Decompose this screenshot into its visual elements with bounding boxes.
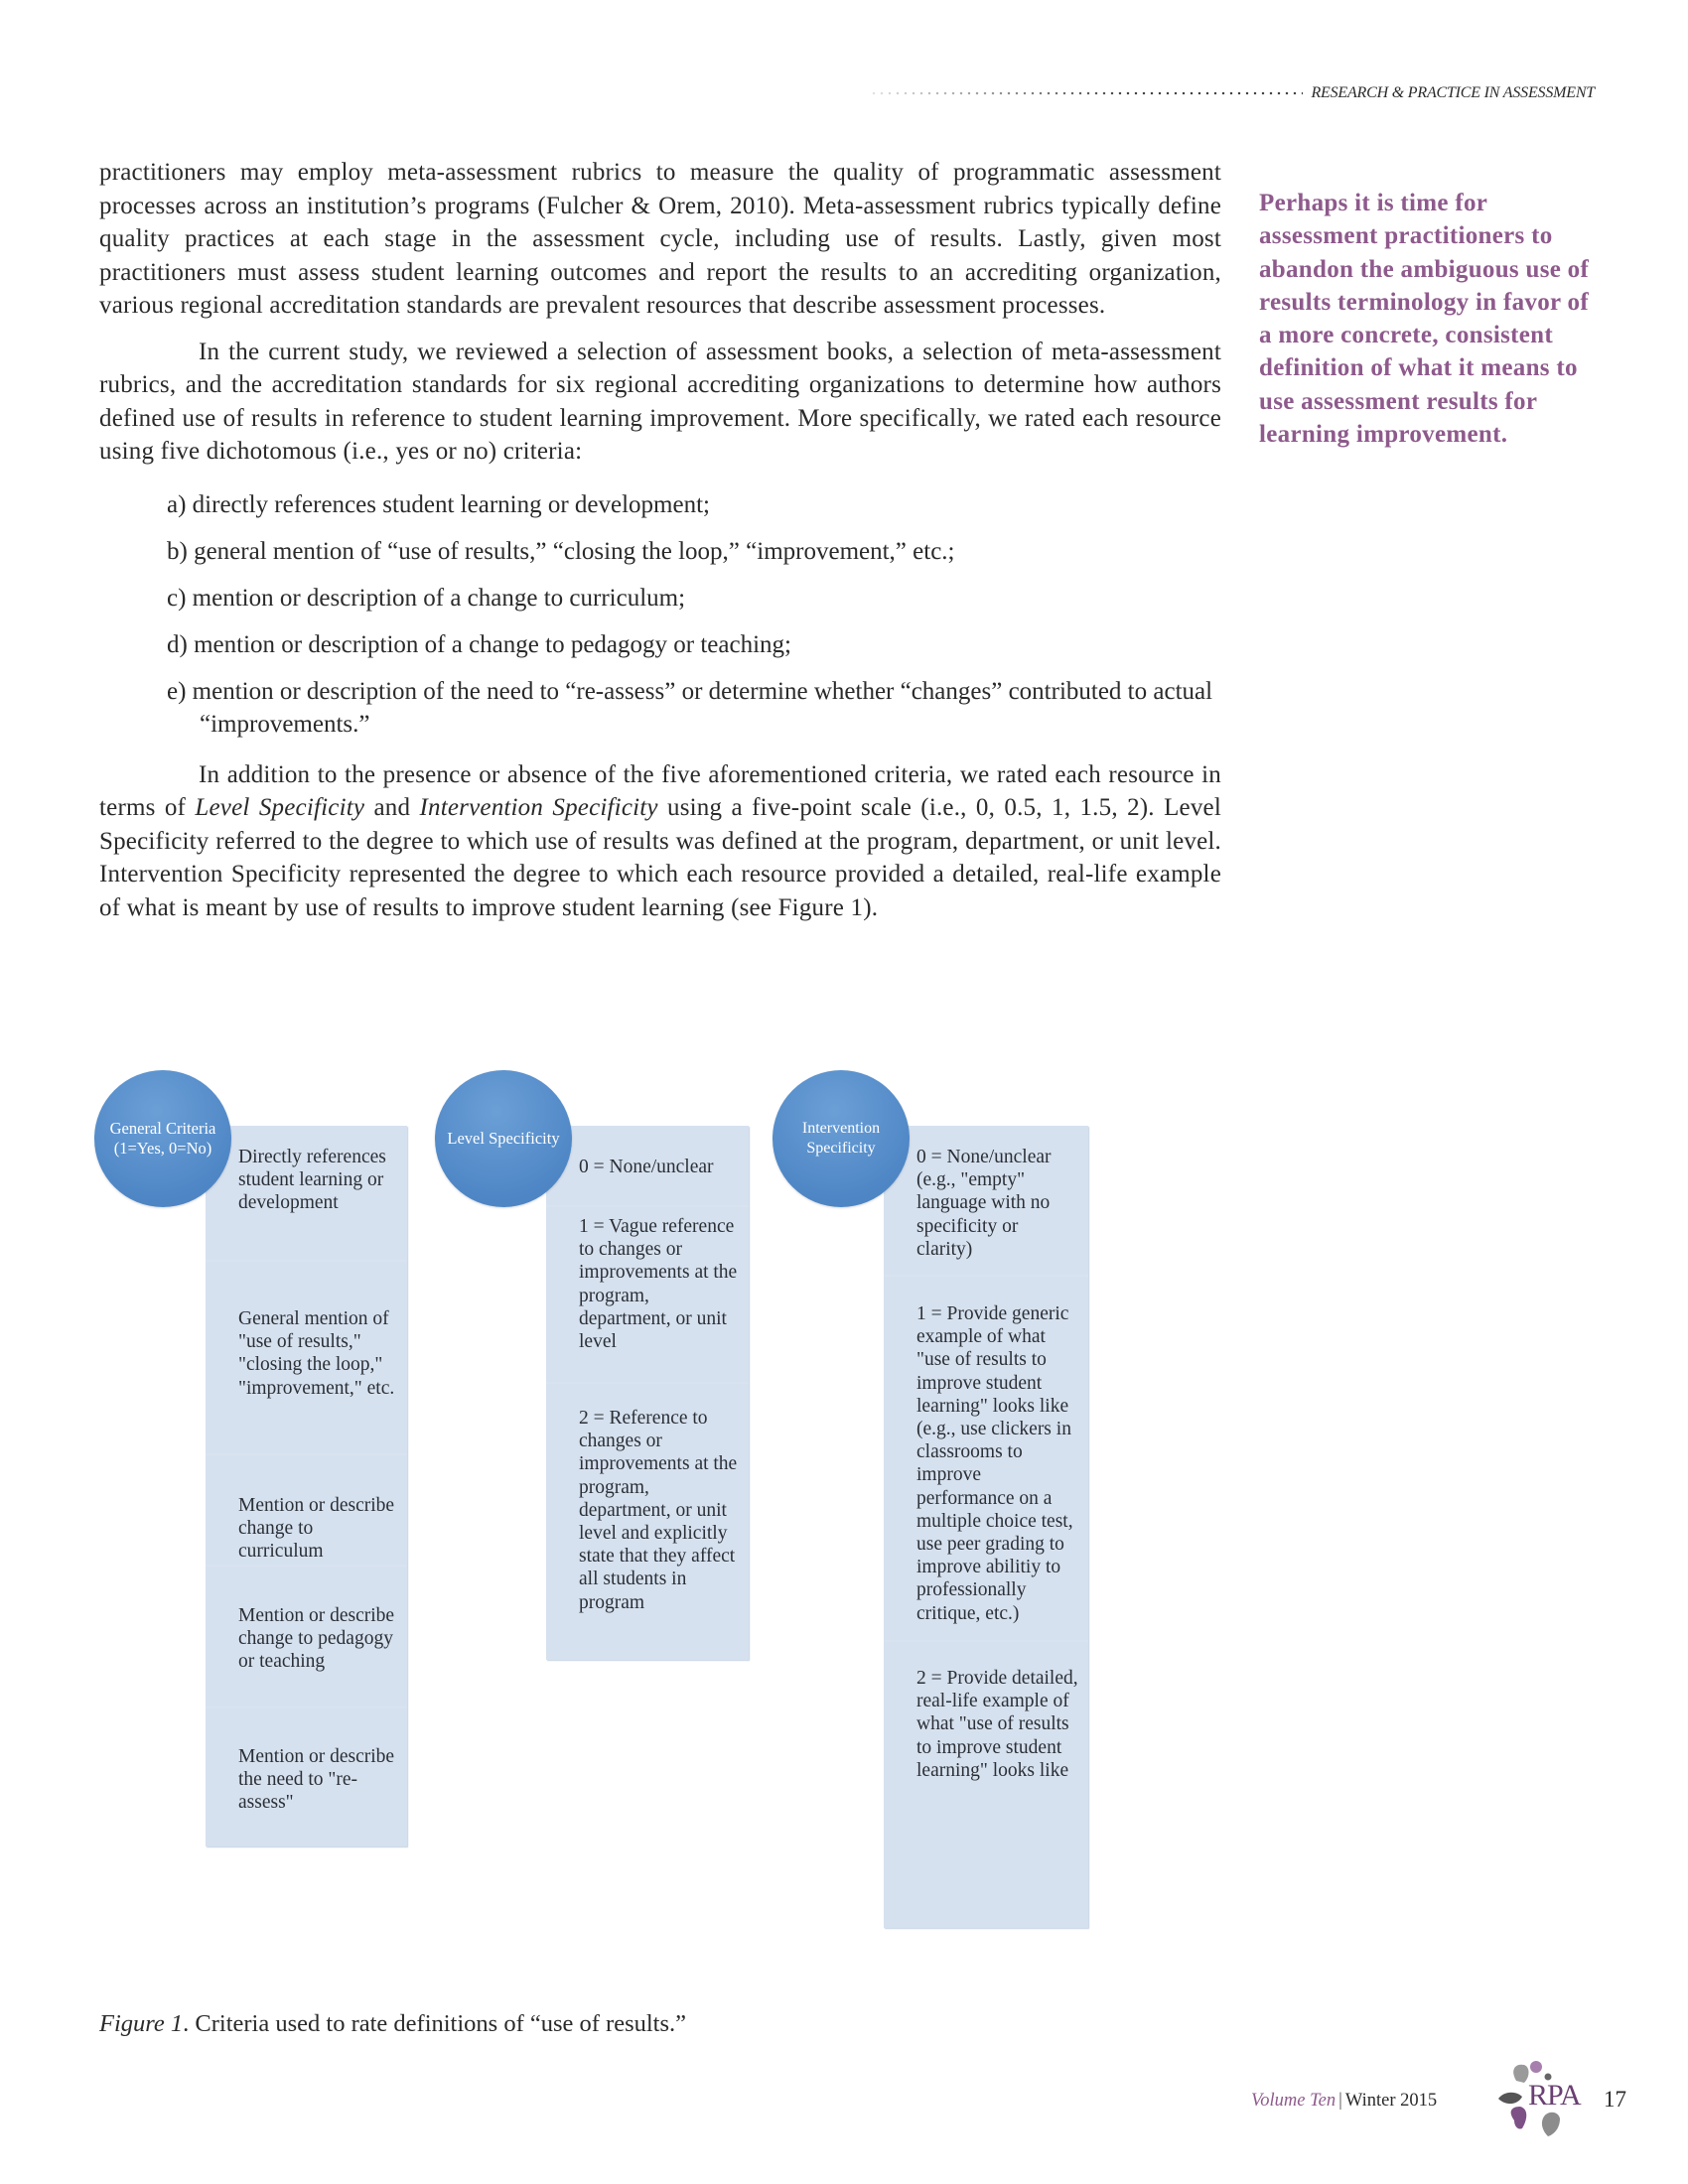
general-item-1: Directly references student learning or development [238, 1147, 386, 1214]
volume-label: Volume Ten [1251, 2091, 1336, 2111]
criteria-item-b: b) general mention of “use of results,” “closing the loop,” “improvement,” etc.; [167, 537, 955, 565]
intervention-item-2: 2 = Provide detailed, real-life example of what "use of results to improve student learning" looks like [916, 1668, 1078, 1781]
term-intervention-specificity: Intervention Specificity [419, 794, 658, 821]
body-paragraph-2: In the current study, we reviewed a selection of assessment books, a selection of meta-assessment rubrics, and the accreditation standards for six regional accrediting organizations to determine how authors defined use of results in reference to student learning improvement. More specifically, we rated each resource using five dichotomous (i.e., yes or no) criteria: [99, 338, 1221, 465]
body-paragraph-3 [99, 758, 1221, 925]
figure-1-diagram [94, 1070, 1117, 1894]
separator [884, 1275, 1088, 1277]
logo-text: RPA [1528, 2079, 1581, 2112]
figure-caption-text: . Criteria used to rate definitions of “use of results.” [183, 2010, 687, 2037]
level-item-1: 1 = Vague reference to changes or improvements at the program, department, or unit level [579, 1216, 738, 1353]
figure-caption-label: Figure 1 [99, 2010, 184, 2037]
criteria-list [167, 488, 1221, 741]
footer-separator: | [1338, 2091, 1342, 2111]
body-paragraph-1: practitioners may employ meta-assessment rubrics to measure the quality of programmatic assessment processes across an institution’s programs (Fulcher & Orem, 2010). Meta-assessment rubrics typically define quality practices at each stage in the assessment cycle, including use of results. Lastly, given most practitioners must assess student learning outcomes and report the results to an accrediting organization, various regional accreditation standards are prevalent resources that describe assessment processes. [99, 159, 1221, 319]
separator [546, 1205, 749, 1207]
intervention-item-1: 1 = Provide generic example of what "use of results to improve student learning" looks like (e.g., use clickers in classrooms to improve performance on a multiple choice test, use peer grading to improve abilitiy to professionally critique, etc.) [916, 1303, 1073, 1624]
main-column [99, 156, 1221, 924]
journal-title: RESEARCH & PRACTICE IN ASSESSMENT [1311, 84, 1595, 101]
level-item-0: 0 = None/unclear [579, 1157, 714, 1177]
intervention-item-0: 0 = None/unclear (e.g., "empty" language with no specificity or clarity) [916, 1147, 1052, 1260]
page-number: 17 [1604, 2087, 1626, 2112]
circle-intervention-specificity: Intervention Specificity [773, 1070, 910, 1207]
circle-general-criteria: General Criteria (1=Yes, 0=No) [94, 1070, 231, 1207]
separator [206, 1453, 407, 1455]
running-header [870, 83, 1595, 103]
box-intervention-specificity [884, 1126, 1088, 1928]
general-item-5: Mention or describe the need to "re-assess" [238, 1746, 395, 1814]
general-item-2: General mention of "use of results," "closing the loop," "improvement," etc. [238, 1308, 395, 1399]
criteria-item-d: d) mention or description of a change to pedagogy or teaching; [167, 630, 791, 658]
box-level-specificity [546, 1126, 749, 1660]
volume-issue-label [1251, 2091, 1437, 2112]
paragraph-3-part-2: and [364, 794, 420, 821]
general-item-4: Mention or describe change to pedagogy or teaching [238, 1605, 395, 1673]
level-item-2: 2 = Reference to changes or improvements at the program, department, or unit level and explicitly state that they affect all students in program [579, 1408, 738, 1613]
criteria-item-e: e) mention or description of the need to “re-assess” or determine whether “changes” contributed to actual “improvements.” [167, 677, 1213, 738]
criteria-item-c: c) mention or description of a change to curriculum; [167, 584, 686, 612]
rpa-logo [1494, 2059, 1584, 2150]
separator [206, 1706, 407, 1708]
general-item-3: Mention or describe change to curriculum [238, 1495, 395, 1563]
page-footer [1251, 2079, 1648, 2158]
separator [546, 1382, 749, 1384]
circle-level-specificity: Level Specificity [435, 1070, 572, 1207]
separator [206, 1565, 407, 1567]
separator [206, 1260, 407, 1262]
paragraph-3-part-3: using a five-point scale (i.e., 0, 0.5, 1, 1.5, 2). Level Specificity referred to the degree to which use of results was defined at the program, department, or unit level. Intervention Specificity represented the degree to which each resource provided a detailed, real-life example of what is meant by use of results to improve student learning (see Figure 1). [99, 794, 1221, 921]
header-dotted-rule [870, 91, 1303, 95]
criteria-item-a: a) directly references student learning or development; [167, 490, 710, 518]
figure-caption [99, 2010, 686, 2038]
paragraph-3-part-1: In addition to the presence or absence of the five aforementioned criteria, we rated each resource in terms of [99, 760, 1221, 821]
box-general-criteria [206, 1126, 407, 1846]
pull-quote: Perhaps it is time for assessment practitioners to abandon the ambiguous use of results terminology in favor of a more concrete, consistent definition of what it means to use assessment results for learning improvement. [1259, 190, 1590, 449]
separator [884, 1640, 1088, 1642]
term-level-specificity: Level Specificity [195, 794, 365, 821]
issue-label: Winter 2015 [1344, 2091, 1438, 2111]
